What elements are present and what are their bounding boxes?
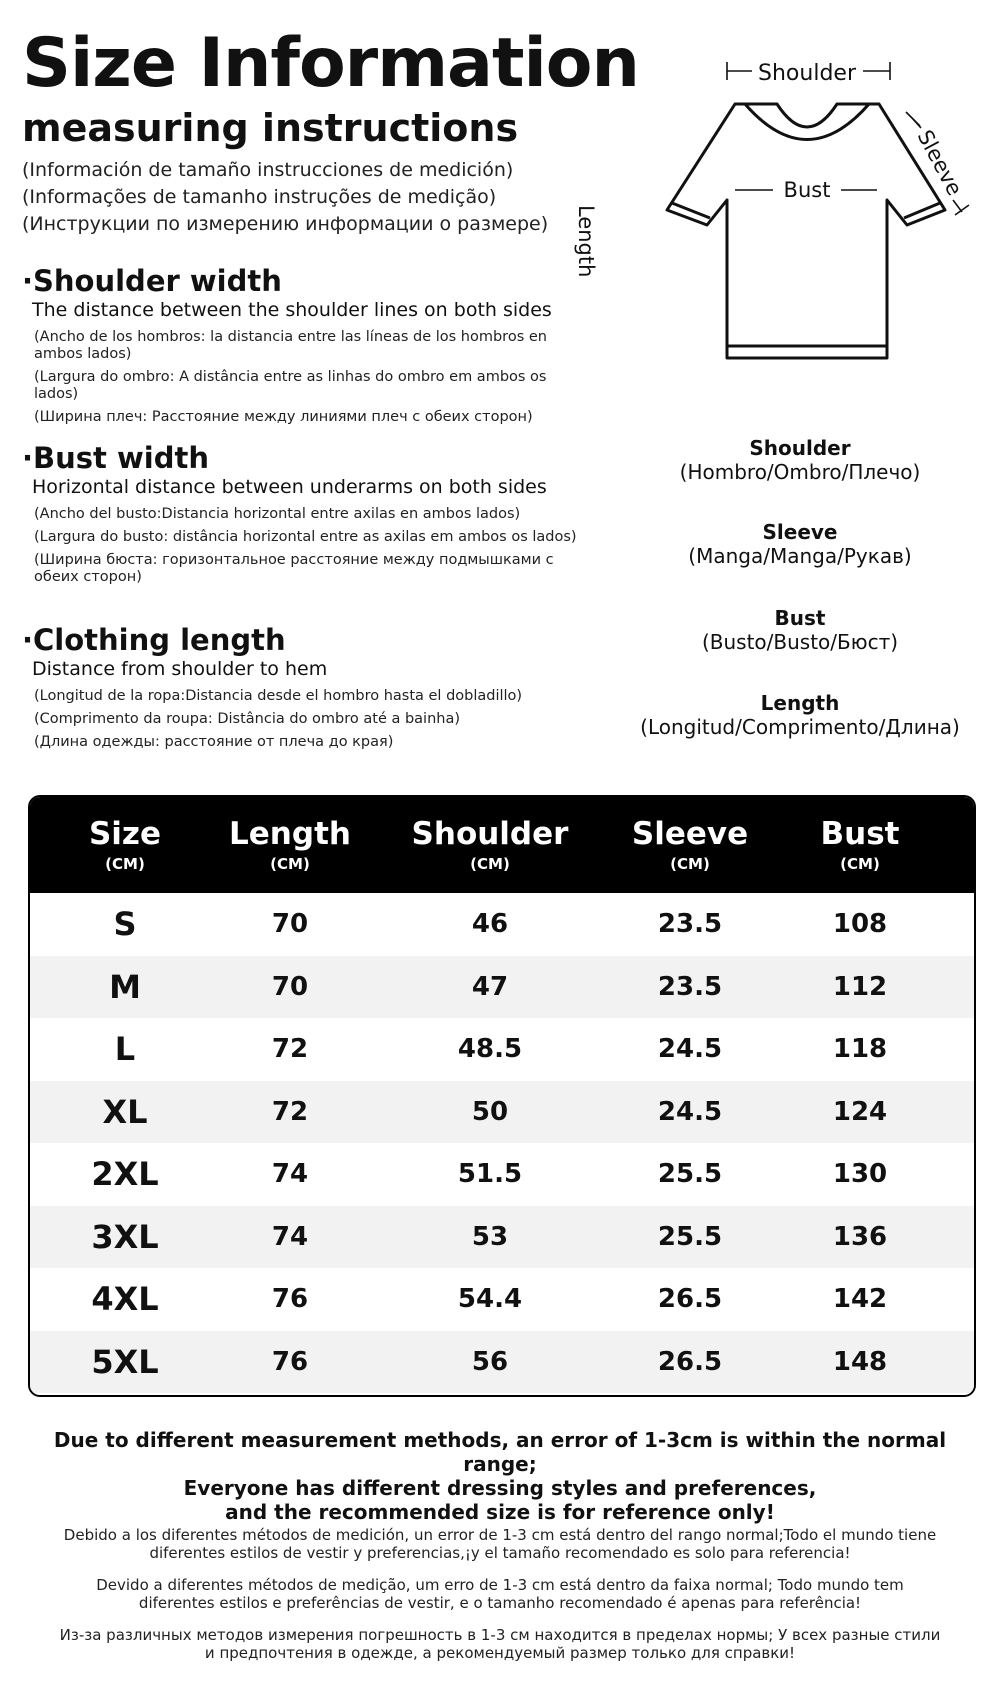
- disclaimer-line: and the recommended size is for reference only!: [225, 1500, 775, 1524]
- disclaimer-line: и предпочтения в одежде, а рекомендуемый размер только для справки!: [204, 1644, 796, 1662]
- header-bust: [760, 797, 960, 893]
- legend-translation: (Hombro/Ombro/Плечо): [679, 460, 921, 484]
- section-clothing-length: [22, 623, 582, 757]
- note-pt: (Largura do ombro: A distância entre as linhas do ombro em ambos os lados): [34, 368, 547, 402]
- cell-size: 3XL: [91, 1217, 159, 1256]
- cell-sleeve: 26.5: [657, 1346, 723, 1377]
- size-table: [28, 795, 976, 1397]
- cell-size: XL: [102, 1092, 148, 1131]
- table-header: [30, 797, 974, 893]
- cell-length: 76: [271, 1284, 309, 1315]
- header-unit: (CM): [670, 855, 710, 874]
- disclaimer-line: diferentes estilos de vestir y preferencias,¡y el tamaño recomendado es solo para referencia!: [149, 1544, 851, 1562]
- bust-label: Bust: [783, 178, 831, 202]
- cell-bust: 108: [832, 909, 888, 940]
- cell-bust: 148: [832, 1346, 888, 1377]
- header-size: [30, 797, 220, 893]
- section-description: The distance between the shoulder lines on both sides: [32, 299, 552, 321]
- cell-shoulder: 50: [471, 1096, 509, 1127]
- page-subtitle: measuring instructions: [22, 106, 519, 150]
- tshirt-measurement-diagram: [615, 40, 995, 400]
- note-ru: (Ширина бюста: горизонтальное расстояние между подмышками с обеих сторон): [34, 551, 554, 585]
- note-ru: (Длина одежды: расстояние от плеча до края): [34, 733, 394, 750]
- subtitle-translation-pt: (Informações de tamanho instruções de medição): [22, 186, 497, 208]
- cell-shoulder: 56: [471, 1346, 509, 1377]
- disclaimer-portuguese: [40, 1576, 960, 1612]
- legend-bust: [630, 606, 970, 654]
- disclaimer-line: Due to different measurement methods, an error of 1-3cm is within the normal range;: [53, 1428, 947, 1476]
- header-unit: (CM): [840, 855, 880, 874]
- table-row: [30, 1331, 974, 1394]
- cell-sleeve: 25.5: [657, 1159, 723, 1190]
- cell-size: 2XL: [91, 1155, 159, 1194]
- disclaimer-line: diferentes estilos e preferências de vestir, e o tamanho recomendado é apenas para referência!: [138, 1594, 862, 1612]
- section-title: ·Clothing length: [22, 623, 286, 657]
- legend-term: Length: [760, 691, 840, 715]
- cell-sleeve: 24.5: [657, 1034, 723, 1065]
- cell-sleeve: 26.5: [657, 1284, 723, 1315]
- disclaimer-line: Из-за различных методов измерения погрешность в 1-3 см находится в пределах нормы; У всех разные стили: [59, 1626, 941, 1644]
- legend-shoulder: [630, 436, 970, 484]
- length-label: Length: [574, 205, 598, 278]
- note-es: (Ancho del busto:Distancia horizontal entre axilas en ambos lados): [34, 505, 521, 522]
- table-row: [30, 1206, 974, 1269]
- section-description: Horizontal distance between underarms on both sides: [32, 476, 547, 498]
- cell-bust: 124: [832, 1096, 888, 1127]
- legend-translation: (Busto/Busto/Бюст): [701, 630, 899, 654]
- table-row: [30, 1081, 974, 1144]
- cell-sleeve: 23.5: [657, 909, 723, 940]
- header-label: Bust: [820, 815, 900, 852]
- header-label: Sleeve: [631, 815, 749, 852]
- legend-length: [630, 691, 970, 739]
- page-title: Size Information: [22, 24, 639, 103]
- cell-length: 72: [271, 1096, 309, 1127]
- cell-shoulder: 48.5: [457, 1034, 523, 1065]
- note-es: (Longitud de la ropa:Distancia desde el hombro hasta el dobladillo): [34, 687, 523, 704]
- header-shoulder: [360, 797, 620, 893]
- header-label: Size: [88, 815, 162, 852]
- legend-sleeve: [630, 520, 970, 568]
- cell-size: S: [113, 905, 137, 944]
- subtitle-translation-ru: (Инструкции по измерению информации о размере): [22, 213, 549, 235]
- subtitle-translations: [22, 157, 548, 238]
- cell-sleeve: 23.5: [657, 971, 723, 1002]
- cell-bust: 130: [832, 1159, 888, 1190]
- section-title: ·Bust width: [22, 441, 209, 475]
- header-label: Shoulder: [411, 815, 569, 852]
- cell-length: 76: [271, 1346, 309, 1377]
- cell-shoulder: 54.4: [457, 1284, 523, 1315]
- header-unit: (CM): [470, 855, 510, 874]
- cell-size: 4XL: [91, 1280, 159, 1319]
- section-description: Distance from shoulder to hem: [32, 658, 328, 680]
- note-pt: (Comprimento da roupa: Distância do ombro até a bainha): [34, 710, 461, 727]
- disclaimer-line: Everyone has different dressing styles and preferences,: [183, 1476, 817, 1500]
- cell-shoulder: 47: [471, 971, 509, 1002]
- sleeve-label: Sleeve: [912, 126, 967, 200]
- table-row: [30, 956, 974, 1019]
- disclaimer-english: [40, 1428, 960, 1524]
- section-notes: [34, 329, 582, 426]
- cell-bust: 142: [832, 1284, 888, 1315]
- cell-bust: 112: [832, 971, 888, 1002]
- note-pt: (Largura do busto: distância horizontal entre as axilas em ambos os lados): [34, 528, 577, 545]
- cell-shoulder: 46: [471, 909, 509, 940]
- cell-size: M: [109, 967, 141, 1006]
- section-title: ·Shoulder width: [22, 264, 282, 298]
- tshirt-outline: [667, 104, 945, 358]
- subtitle-translation-es: (Información de tamaño instrucciones de medición): [22, 159, 514, 181]
- legend-term: Bust: [774, 606, 826, 630]
- note-ru: (Ширина плеч: Расстояние между линиями плеч с обеих сторон): [34, 408, 533, 425]
- section-notes: [34, 688, 582, 751]
- cell-size: 5XL: [91, 1342, 159, 1381]
- cell-size: L: [114, 1030, 136, 1069]
- cell-length: 70: [271, 971, 309, 1002]
- cell-sleeve: 25.5: [657, 1221, 723, 1252]
- legend-term: Shoulder: [749, 436, 851, 460]
- legend-translation: (Longitud/Comprimento/Длина): [640, 715, 960, 739]
- disclaimer-russian: [40, 1626, 960, 1662]
- cell-length: 70: [271, 909, 309, 940]
- disclaimer-line: Debido a los diferentes métodos de medición, un error de 1-3 cm está dentro del rango normal;Todo el mundo tiene: [63, 1526, 937, 1544]
- header-unit: (CM): [270, 855, 310, 874]
- header-length: [220, 797, 360, 893]
- table-row: [30, 1268, 974, 1331]
- cell-length: 74: [271, 1159, 309, 1190]
- disclaimer-line: Devido a diferentes métodos de medição, um erro de 1-3 cm está dentro da faixa normal; Todo mundo tem: [96, 1576, 904, 1594]
- legend-term: Sleeve: [762, 520, 838, 544]
- section-shoulder-width: [22, 264, 582, 432]
- note-es: (Ancho de los hombros: la distancia entre las líneas de los hombros en ambos lados): [34, 328, 547, 362]
- cell-length: 74: [271, 1221, 309, 1252]
- table-row: [30, 893, 974, 956]
- section-notes: [34, 506, 582, 586]
- cell-sleeve: 24.5: [657, 1096, 723, 1127]
- cell-shoulder: 51.5: [457, 1159, 523, 1190]
- header-label: Length: [229, 815, 351, 852]
- table-row: [30, 1018, 974, 1081]
- shoulder-label: Shoulder: [758, 61, 856, 86]
- table-row: [30, 1143, 974, 1206]
- header-sleeve: [620, 797, 760, 893]
- cell-shoulder: 53: [471, 1221, 509, 1252]
- header-unit: (CM): [105, 855, 145, 874]
- section-bust-width: [22, 441, 582, 592]
- cell-bust: 136: [832, 1221, 888, 1252]
- cell-bust: 118: [832, 1034, 888, 1065]
- disclaimer-spanish: [40, 1526, 960, 1562]
- cell-length: 72: [271, 1034, 309, 1065]
- legend-translation: (Manga/Manga/Рукав): [688, 544, 912, 568]
